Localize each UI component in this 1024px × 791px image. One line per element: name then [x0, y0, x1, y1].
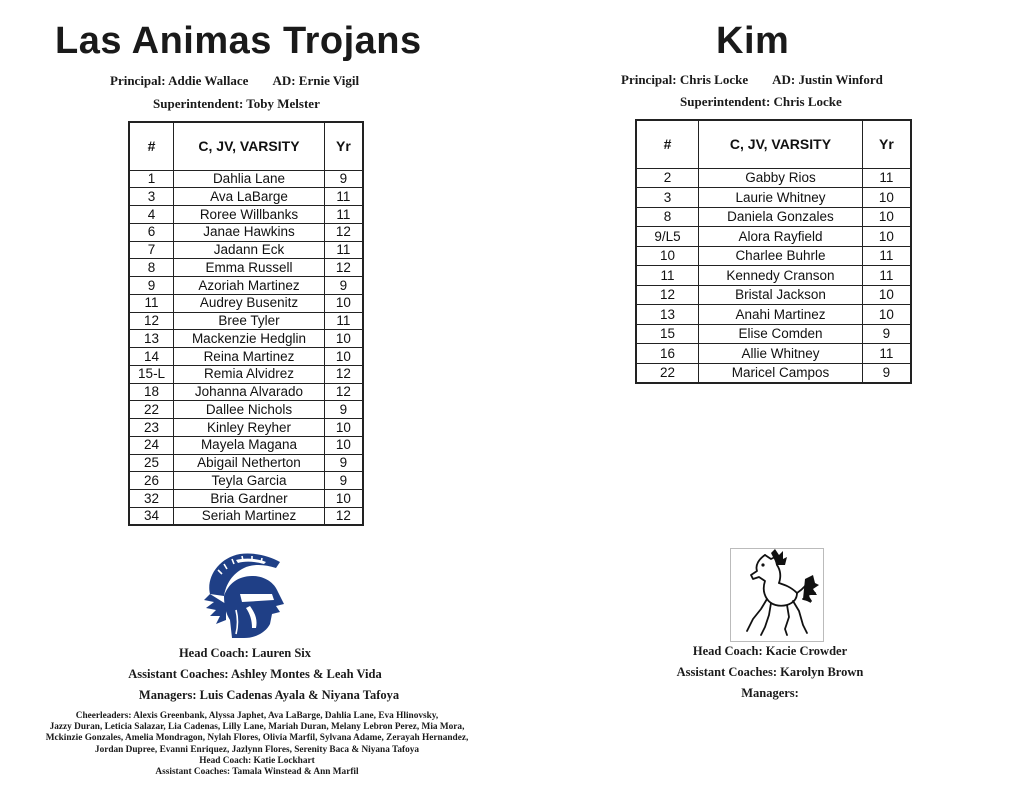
player-number: 22 — [129, 401, 174, 419]
player-year: 10 — [324, 348, 363, 366]
player-year: 11 — [324, 188, 363, 206]
player-name: Mayela Magana — [174, 436, 325, 454]
player-number: 15-L — [129, 365, 174, 383]
player-number: 22 — [636, 363, 699, 383]
left-roster-table — [128, 121, 364, 526]
roster-row — [636, 285, 911, 305]
right-header-number: # — [636, 120, 699, 168]
player-name: Alora Rayfield — [699, 227, 863, 247]
player-year: 10 — [324, 294, 363, 312]
roster-row — [129, 472, 363, 490]
player-year: 10 — [862, 227, 911, 247]
left-roster-header — [129, 122, 363, 170]
player-name: Dahlia Lane — [174, 170, 325, 188]
left-superintendent: Superintendent: Toby Melster — [153, 96, 320, 111]
player-year: 10 — [862, 305, 911, 325]
roster-row — [636, 305, 911, 325]
left-ad: AD: Ernie Vigil — [272, 73, 360, 88]
left-school-title: Las Animas Trojans — [55, 20, 422, 62]
roster-row — [636, 207, 911, 227]
player-name: Reina Martinez — [174, 348, 325, 366]
player-number: 2 — [636, 168, 699, 188]
cheer-line: Cheerleaders: Alexis Greenbank, Alyssa Japhet, Ava LaBarge, Dahlia Lane, Eva Hlinovsky, — [75, 711, 439, 721]
player-year: 10 — [324, 436, 363, 454]
player-number: 3 — [129, 188, 174, 206]
player-name: Bria Gardner — [174, 490, 325, 508]
roster-row — [129, 259, 363, 277]
player-name: Teyla Garcia — [174, 472, 325, 490]
player-number: 13 — [129, 330, 174, 348]
player-year: 11 — [862, 266, 911, 286]
player-name: Charlee Buhrle — [699, 246, 863, 266]
left-assistant-coaches: Assistant Coaches: Ashley Montes & Leah Vida — [128, 667, 382, 681]
right-managers: Managers: — [741, 686, 799, 700]
right-ad: AD: Justin Winford — [772, 72, 883, 87]
roster-row — [129, 401, 363, 419]
player-number: 10 — [636, 246, 699, 266]
player-name: Elise Comden — [699, 324, 863, 344]
player-name: Abigail Netherton — [174, 454, 325, 472]
player-number: 23 — [129, 419, 174, 437]
player-number: 9 — [129, 277, 174, 295]
player-name: Kinley Reyher — [174, 419, 325, 437]
cheer-line: Mckinzie Gonzales, Amelia Mondragon, Nylah Flores, Olivia Marfil, Sylvana Adame, Zerayah Hernandez, — [45, 733, 469, 744]
player-name: Jadann Eck — [174, 241, 325, 259]
player-year: 11 — [862, 168, 911, 188]
roster-row — [129, 507, 363, 525]
player-name: Dallee Nichols — [174, 401, 325, 419]
player-name: Seriah Martinez — [174, 507, 325, 525]
right-principal: Principal: Chris Locke — [621, 72, 749, 87]
roster-row — [129, 223, 363, 241]
player-number: 24 — [129, 436, 174, 454]
player-year: 9 — [862, 363, 911, 383]
cheer-line: Jordan Dupree, Evanni Enriquez, Jazlynn Flores, Serenity Baca & Niyana Tafoya — [94, 744, 420, 755]
player-name: Janae Hawkins — [174, 223, 325, 241]
player-name: Anahi Martinez — [699, 305, 863, 325]
player-number: 12 — [636, 285, 699, 305]
player-number: 12 — [129, 312, 174, 330]
player-number: 8 — [636, 207, 699, 227]
roster-row — [129, 490, 363, 508]
roster-row — [636, 168, 911, 188]
player-year: 12 — [324, 223, 363, 241]
player-number: 11 — [129, 294, 174, 312]
player-name: Laurie Whitney — [699, 188, 863, 208]
roster-row — [129, 188, 363, 206]
roster-row — [129, 294, 363, 312]
player-year: 12 — [324, 383, 363, 401]
player-year: 10 — [324, 490, 363, 508]
player-number: 34 — [129, 507, 174, 525]
player-year: 11 — [324, 312, 363, 330]
player-name: Bristal Jackson — [699, 285, 863, 305]
mustang-horse-icon — [731, 549, 823, 641]
player-number: 25 — [129, 454, 174, 472]
cheer-line: Jazzy Duran, Leticia Salazar, Lia Cadenas, Lilly Lane, Mariah Duran, Melany Lebron Perez, Mia Mora, — [49, 722, 465, 733]
roster-row — [636, 246, 911, 266]
player-year: 10 — [862, 188, 911, 208]
right-admin-line — [621, 72, 883, 88]
player-name: Maricel Campos — [699, 363, 863, 383]
roster-row — [129, 419, 363, 437]
roster-row — [129, 365, 363, 383]
player-number: 32 — [129, 490, 174, 508]
player-name: Emma Russell — [174, 259, 325, 277]
player-number: 15 — [636, 324, 699, 344]
right-roster-header — [636, 120, 911, 168]
player-name: Gabby Rios — [699, 168, 863, 188]
player-year: 9 — [324, 472, 363, 490]
roster-row — [129, 312, 363, 330]
player-year: 10 — [862, 207, 911, 227]
player-name: Roree Willbanks — [174, 206, 325, 224]
player-name: Daniela Gonzales — [699, 207, 863, 227]
roster-row — [129, 454, 363, 472]
roster-row — [129, 330, 363, 348]
player-year: 9 — [324, 454, 363, 472]
player-year: 10 — [324, 330, 363, 348]
player-name: Mackenzie Hedglin — [174, 330, 325, 348]
player-name: Audrey Busenitz — [174, 294, 325, 312]
player-number: 6 — [129, 223, 174, 241]
roster-row — [636, 227, 911, 247]
player-year: 11 — [862, 246, 911, 266]
right-roster-table — [635, 119, 912, 384]
left-cheerleaders-block — [20, 711, 494, 788]
mustang-logo — [730, 548, 824, 642]
player-year: 12 — [324, 259, 363, 277]
roster-row — [129, 277, 363, 295]
player-year: 10 — [862, 285, 911, 305]
player-year: 12 — [324, 365, 363, 383]
player-number: 16 — [636, 344, 699, 364]
player-name: Remia Alvidrez — [174, 365, 325, 383]
roster-row — [129, 241, 363, 259]
right-header-year: Yr — [862, 120, 911, 168]
player-number: 26 — [129, 472, 174, 490]
player-name: Johanna Alvarado — [174, 383, 325, 401]
left-managers: Managers: Luis Cadenas Ayala & Niyana Tafoya — [138, 688, 400, 702]
roster-row — [129, 348, 363, 366]
roster-row — [129, 206, 363, 224]
roster-row — [129, 383, 363, 401]
roster-row — [129, 436, 363, 454]
roster-row — [636, 363, 911, 383]
player-number: 4 — [129, 206, 174, 224]
player-number: 8 — [129, 259, 174, 277]
player-year: 9 — [862, 324, 911, 344]
player-number: 1 — [129, 170, 174, 188]
player-year: 11 — [324, 241, 363, 259]
player-year: 12 — [324, 507, 363, 525]
left-header-number: # — [129, 122, 174, 170]
roster-row — [636, 266, 911, 286]
trojan-logo — [196, 548, 292, 644]
roster-row — [636, 188, 911, 208]
player-number: 18 — [129, 383, 174, 401]
right-roster-body — [636, 168, 911, 383]
left-header-year: Yr — [324, 122, 363, 170]
cheer-head-coach: Head Coach: Katie Lockhart — [199, 755, 315, 766]
roster-row — [129, 170, 363, 188]
player-number: 11 — [636, 266, 699, 286]
player-name: Azoriah Martinez — [174, 277, 325, 295]
player-number: 14 — [129, 348, 174, 366]
trojan-helmet-icon — [196, 548, 292, 644]
player-name: Allie Whitney — [699, 344, 863, 364]
player-year: 11 — [862, 344, 911, 364]
player-year: 9 — [324, 401, 363, 419]
right-school-title: Kim — [716, 20, 790, 62]
left-header-level: C, JV, VARSITY — [174, 122, 325, 170]
player-name: Ava LaBarge — [174, 188, 325, 206]
right-superintendent: Superintendent: Chris Locke — [680, 94, 842, 109]
left-head-coach: Head Coach: Lauren Six — [178, 646, 312, 660]
player-name: Bree Tyler — [174, 312, 325, 330]
left-admin-line — [110, 73, 359, 89]
roster-row — [636, 324, 911, 344]
player-year: 10 — [324, 419, 363, 437]
player-number: 13 — [636, 305, 699, 325]
player-number: 3 — [636, 188, 699, 208]
player-year: 9 — [324, 277, 363, 295]
player-name: Kennedy Cranson — [699, 266, 863, 286]
right-header-level: C, JV, VARSITY — [699, 120, 863, 168]
player-number: 7 — [129, 241, 174, 259]
player-year: 11 — [324, 206, 363, 224]
right-assistant-coaches: Assistant Coaches: Karolyn Brown — [676, 665, 864, 679]
player-number: 9/L5 — [636, 227, 699, 247]
player-year: 9 — [324, 170, 363, 188]
roster-row — [636, 344, 911, 364]
right-head-coach: Head Coach: Kacie Crowder — [692, 644, 848, 658]
cheer-assistant-coaches: Assistant Coaches: Tamala Winstead & Ann Marfil — [155, 767, 359, 778]
left-roster-body — [129, 170, 363, 525]
left-principal: Principal: Addie Wallace — [110, 73, 249, 88]
